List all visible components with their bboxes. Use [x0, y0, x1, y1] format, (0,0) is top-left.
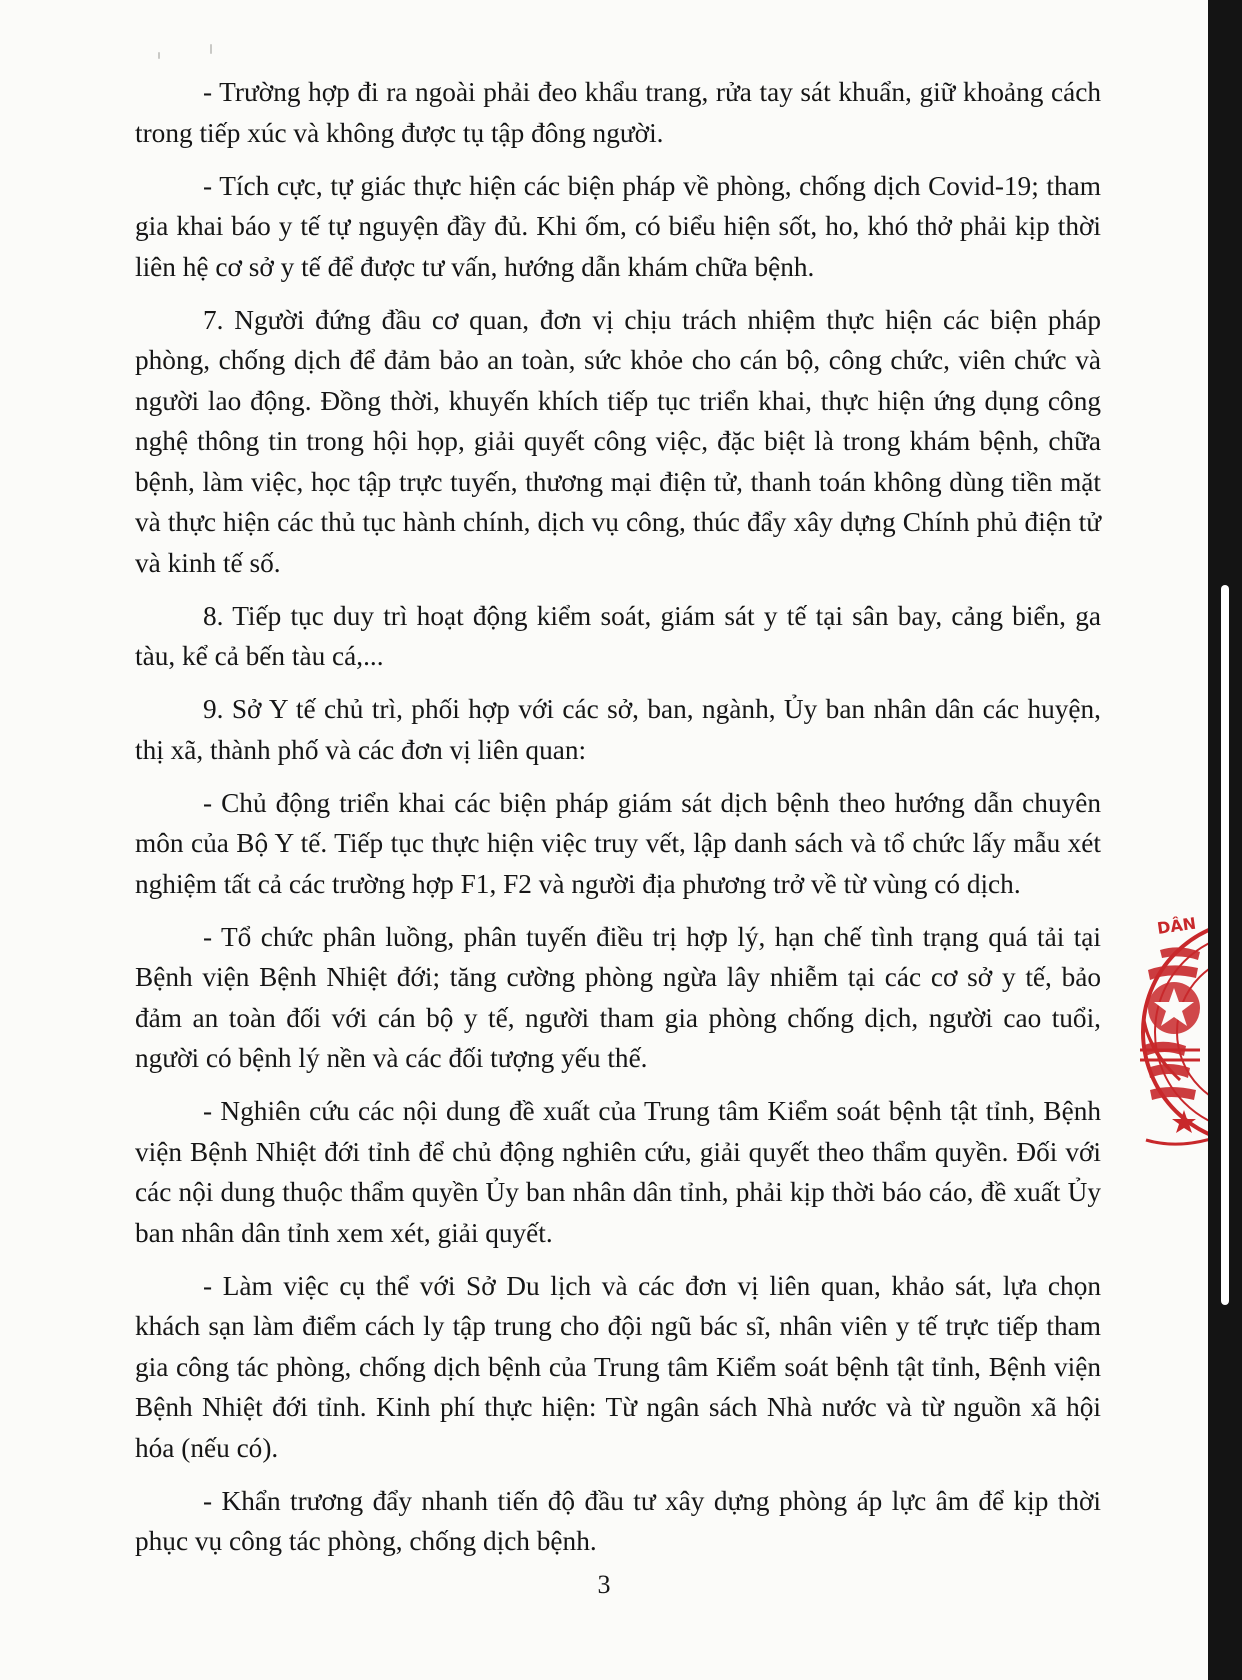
- paragraph: 9. Sở Y tế chủ trì, phối hợp với các sở, ban, ngành, Ủy ban nhân dân các huyện, thị xã, thành phố và các đơn vị liên quan:: [135, 694, 1101, 765]
- paragraph: 7. Người đứng đầu cơ quan, đơn vị chịu trách nhiệm thực hiện các biện pháp phòng, chống dịch để đảm bảo an toàn, sức khỏe cho cán bộ, công chức, viên chức và người lao động. Đồng thời, khuyến khích tiếp tục triển khai, thực hiện ứng dụng công nghệ thông tin trong hội họp, giải quyết công việc, đặc biệt là trong khám bệnh, chữa bệnh, làm việc, học tập trực tuyến, thương mại điện tử, thanh toán không dùng tiền mặt và thực hiện các thủ tục hành chính, dịch vụ công, thúc đẩy xây dựng Chính phủ điện tử và kinh tế số.: [135, 304, 1101, 578]
- document-body: [135, 72, 1101, 1574]
- paragraph: - Khẩn trương đẩy nhanh tiến độ đầu tư xây dựng phòng áp lực âm để kịp thời phục vụ công tác phòng, chống dịch bệnh.: [135, 1485, 1101, 1556]
- paragraph: - Tổ chức phân luồng, phân tuyến điều trị hợp lý, hạn chế tình trạng quá tải tại Bệnh viện Bệnh Nhiệt đới; tăng cường phòng ngừa lây nhiễm tại các cơ sở y tế, bảo đảm an toàn đối với cán bộ y tế, người tham gia phòng chống dịch, người cao tuổi, người có bệnh lý nền và các đối tượng yếu thế.: [135, 921, 1101, 1073]
- svg-text:DÂN: DÂN: [1155, 913, 1198, 938]
- scan-speck: [210, 44, 212, 54]
- scan-speck: [158, 52, 160, 59]
- page-number: 3: [597, 1570, 611, 1599]
- paragraph: - Làm việc cụ thể với Sở Du lịch và các đơn vị liên quan, khảo sát, lựa chọn khách sạn làm điểm cách ly tập trung cho đội ngũ bác sĩ, nhân viên y tế trực tiếp tham gia công tác phòng, chống dịch bệnh của Trung tâm Kiểm soát bệnh tật tỉnh, Bệnh viện Bệnh Nhiệt đới tỉnh. Kinh phí thực hiện: Từ ngân sách Nhà nước và từ nguồn xã hội hóa (nếu có).: [135, 1270, 1101, 1463]
- paragraph: - Tích cực, tự giác thực hiện các biện pháp về phòng, chống dịch Covid-19; tham gia khai báo y tế tự nguyện đầy đủ. Khi ốm, có biểu hiện sốt, ho, khó thở phải kịp thời liên hệ cơ sở y tế để được tư vấn, hướng dẫn khám chữa bệnh.: [135, 170, 1101, 282]
- paragraph: - Nghiên cứu các nội dung đề xuất của Trung tâm Kiểm soát bệnh tật tỉnh, Bệnh viện Bệnh Nhiệt đới tỉnh để chủ động nghiên cứu, giải quyết theo thẩm quyền. Đối với các nội dung thuộc thẩm quyền Ủy ban nhân dân tỉnh, phải kịp thời báo cáo, đề xuất Ủy ban nhân dân tỉnh xem xét, giải quyết.: [135, 1096, 1101, 1248]
- paragraph: 8. Tiếp tục duy trì hoạt động kiểm soát, giám sát y tế tại sân bay, cảng biển, ga tàu, kể cả bến tàu cá,...: [135, 600, 1101, 671]
- scrollbar-track[interactable]: [1208, 0, 1242, 1680]
- scrollbar-thumb[interactable]: [1221, 585, 1229, 1305]
- paragraph: - Chủ động triển khai các biện pháp giám sát dịch bệnh theo hướng dẫn chuyên môn của Bộ Y tế. Tiếp tục thực hiện việc truy vết, lập danh sách và tổ chức lấy mẫu xét nghiệm tất cả các trường hợp F1, F2 và người địa phương trở về từ vùng có dịch.: [135, 787, 1101, 899]
- red-official-seal-icon: [1140, 900, 1208, 1160]
- paragraph: - Trường hợp đi ra ngoài phải đeo khẩu trang, rửa tay sát khuẩn, giữ khoảng cách trong tiếp xúc và không được tụ tập đông người.: [135, 77, 1101, 148]
